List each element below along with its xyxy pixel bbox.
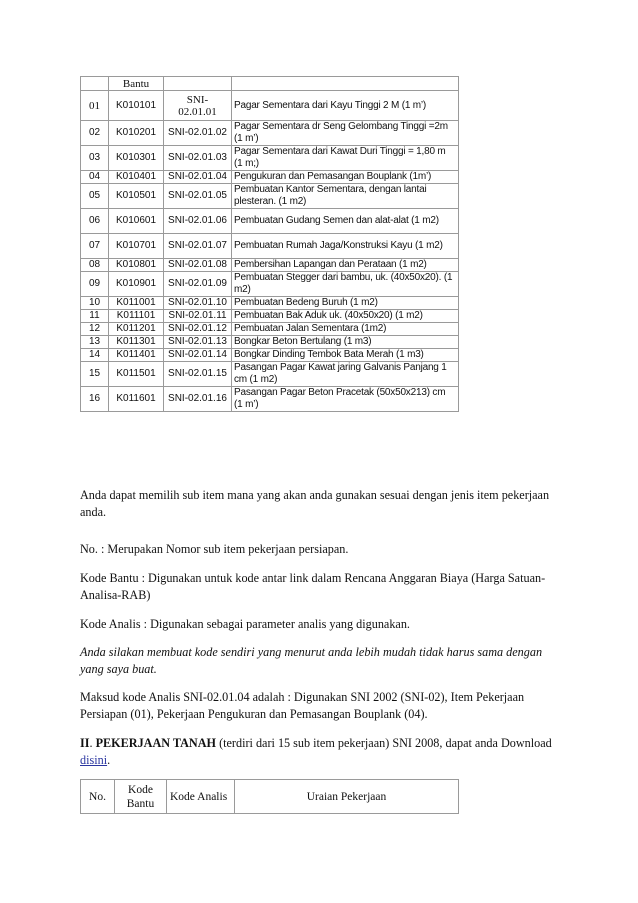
row-kode-analis-cell: SNI-02.01.08 [164, 259, 232, 272]
paragraph-intro: Anda dapat memilih sub item mana yang akan anda gunakan sesuai dengan jenis item pekerjaan anda. [80, 488, 550, 519]
section-end: . [107, 753, 111, 767]
row-no-cell: 05 [81, 184, 109, 209]
row-kode-bantu-cell: K011401 [109, 349, 164, 362]
row-no-cell: 01 [81, 91, 109, 121]
section-dot: . [89, 736, 96, 750]
row-uraian-cell: Pasangan Pagar Kawat jaring Galvanis Panjang 1 cm (1 m2) [232, 362, 459, 387]
row-no-cell: 04 [81, 171, 109, 184]
row-kode-analis-cell: SNI-02.01.04 [164, 171, 232, 184]
section-title: PEKERJAAN TANAH [95, 736, 217, 750]
table-row [81, 272, 459, 297]
row-kode-analis-cell: SNI- 02.01.01 [164, 91, 232, 121]
row-no-cell: 14 [81, 349, 109, 362]
table-row [81, 91, 459, 121]
row-uraian-cell: Pembuatan Bedeng Buruh (1 m2) [232, 297, 459, 310]
header-kode-analis-cell [164, 77, 232, 91]
row-no-cell: 11 [81, 310, 109, 323]
row-kode-analis-cell: SNI-02.01.02 [164, 121, 232, 146]
row-kode-analis-cell: SNI-02.01.09 [164, 272, 232, 297]
download-link[interactable]: disini [80, 753, 108, 767]
row-kode-analis-cell: SNI-02.01.15 [164, 362, 232, 387]
table-row [81, 323, 459, 336]
row-kode-bantu-cell: K011501 [109, 362, 164, 387]
row-no-cell: 10 [81, 297, 109, 310]
row-no-cell: 15 [81, 362, 109, 387]
table-row [81, 209, 459, 234]
table-row [81, 362, 459, 387]
row-uraian-cell: Pagar Sementara dr Seng Gelombang Tinggi =2m (1 m’) [232, 121, 459, 146]
row-uraian-cell: Pembersihan Lapangan dan Perataan (1 m2) [232, 259, 459, 272]
row-kode-bantu-cell: K010801 [109, 259, 164, 272]
paragraph-kode-analis-definition: Kode Analis : Digunakan sebagai parameter analis yang digunakan. [80, 617, 410, 631]
row-no-cell: 09 [81, 272, 109, 297]
row-no-cell: 08 [81, 259, 109, 272]
row-uraian-cell: Bongkar Dinding Tembok Bata Merah (1 m3) [232, 349, 459, 362]
paragraph-no-definition: No. : Merupakan Nomor sub item pekerjaan persiapan. [80, 542, 349, 556]
header-kode-analis-cell: Kode Analis [167, 780, 235, 814]
row-uraian-cell: Bongkar Beton Bertulang (1 m3) [232, 336, 459, 349]
row-kode-analis-cell: SNI-02.01.11 [164, 310, 232, 323]
row-uraian-cell: Pembuatan Jalan Sementara (1m2) [232, 323, 459, 336]
row-kode-analis-cell: SNI-02.01.14 [164, 349, 232, 362]
table-header-row [81, 780, 459, 814]
header-uraian-cell: Uraian Pekerjaan [235, 780, 459, 814]
row-no-cell: 13 [81, 336, 109, 349]
table-row [81, 297, 459, 310]
row-no-cell: 07 [81, 234, 109, 259]
row-kode-bantu-cell: K011001 [109, 297, 164, 310]
row-uraian-cell: Pembuatan Gudang Semen dan alat-alat (1 m2) [232, 209, 459, 234]
row-kode-bantu-cell: K010901 [109, 272, 164, 297]
row-kode-analis-cell: SNI-02.01.03 [164, 146, 232, 171]
row-kode-analis-cell: SNI-02.01.13 [164, 336, 232, 349]
row-kode-bantu-cell: K010401 [109, 171, 164, 184]
table-row [81, 171, 459, 184]
table-row [81, 234, 459, 259]
row-uraian-cell: Pembuatan Bak Aduk uk. (40x50x20) (1 m2) [232, 310, 459, 323]
row-kode-bantu-cell: K010501 [109, 184, 164, 209]
table-row [81, 336, 459, 349]
row-uraian-cell: Pembuatan Stegger dari bambu, uk. (40x50x20). (1 m2) [232, 272, 459, 297]
persiapan-table [80, 76, 459, 412]
table-row [81, 387, 459, 412]
row-kode-bantu-cell: K010301 [109, 146, 164, 171]
table-row [81, 349, 459, 362]
row-kode-analis-cell: SNI-02.01.07 [164, 234, 232, 259]
section-number: II [80, 736, 90, 750]
row-kode-bantu-cell: K010701 [109, 234, 164, 259]
header-kode-bantu-cell: Bantu [109, 77, 164, 91]
row-uraian-cell: Pembuatan Rumah Jaga/Konstruksi Kayu (1 m2) [232, 234, 459, 259]
table-header-row [81, 77, 459, 91]
row-no-cell: 02 [81, 121, 109, 146]
paragraph-kode-example: Maksud kode Analis SNI-02.01.04 adalah : Digunakan SNI 2002 (SNI-02), Item Pekerjaan Persiapan (01), Pekerjaan Pengukuran dan Pemasangan Bouplank (04). [80, 690, 525, 721]
row-uraian-cell: Pagar Sementara dari Kawat Duri Tinggi = 1,80 m (1 m;) [232, 146, 459, 171]
row-kode-analis-cell: SNI-02.01.16 [164, 387, 232, 412]
header-uraian-cell [232, 77, 459, 91]
row-uraian-cell: Pasangan Pagar Beton Pracetak (50x50x213) cm (1 m’) [232, 387, 459, 412]
table-row [81, 259, 459, 272]
row-kode-bantu-cell: K010101 [109, 91, 164, 121]
row-no-cell: 12 [81, 323, 109, 336]
row-kode-bantu-cell: K011601 [109, 387, 164, 412]
row-kode-bantu-cell: K011301 [109, 336, 164, 349]
tanah-table-header [80, 779, 459, 814]
row-uraian-cell: Pengukuran dan Pemasangan Bouplank (1m’) [232, 171, 459, 184]
header-no-cell [81, 77, 109, 91]
row-kode-analis-cell: SNI-02.01.12 [164, 323, 232, 336]
paragraph-custom-code-note [80, 644, 560, 678]
row-kode-analis-cell: SNI-02.01.06 [164, 209, 232, 234]
row-kode-bantu-cell: K010201 [109, 121, 164, 146]
row-no-cell: 03 [81, 146, 109, 171]
header-no-cell: No. [81, 780, 115, 814]
row-uraian-cell: Pembuatan Kantor Sementara, dengan lantai plesteran. (1 m2) [232, 184, 459, 209]
table-row [81, 121, 459, 146]
header-kode-bantu-cell: Kode Bantu [115, 780, 167, 814]
row-kode-analis-cell: SNI-02.01.10 [164, 297, 232, 310]
italic-note-text: Anda silakan membuat kode sendiri yang menurut anda lebih mudah tidak harus sama dengan yang saya buat. [80, 645, 543, 676]
row-kode-bantu-cell: K011201 [109, 323, 164, 336]
table-row [81, 310, 459, 323]
row-kode-bantu-cell: K010601 [109, 209, 164, 234]
table-row [81, 184, 459, 209]
paragraph-kode-bantu-definition: Kode Bantu : Digunakan untuk kode antar link dalam Rencana Anggaran Biaya (Harga Satuan-Analisa-RAB) [80, 571, 546, 602]
row-kode-analis-cell: SNI-02.01.05 [164, 184, 232, 209]
row-uraian-cell: Pagar Sementara dari Kayu Tinggi 2 M (1 m’) [232, 91, 459, 121]
section-description: (terdiri dari 15 sub item pekerjaan) SNI 2008, dapat anda Download [216, 736, 552, 750]
paragraph-section-heading [80, 735, 560, 769]
table-row [81, 146, 459, 171]
row-no-cell: 16 [81, 387, 109, 412]
row-no-cell: 06 [81, 209, 109, 234]
row-kode-bantu-cell: K011101 [109, 310, 164, 323]
